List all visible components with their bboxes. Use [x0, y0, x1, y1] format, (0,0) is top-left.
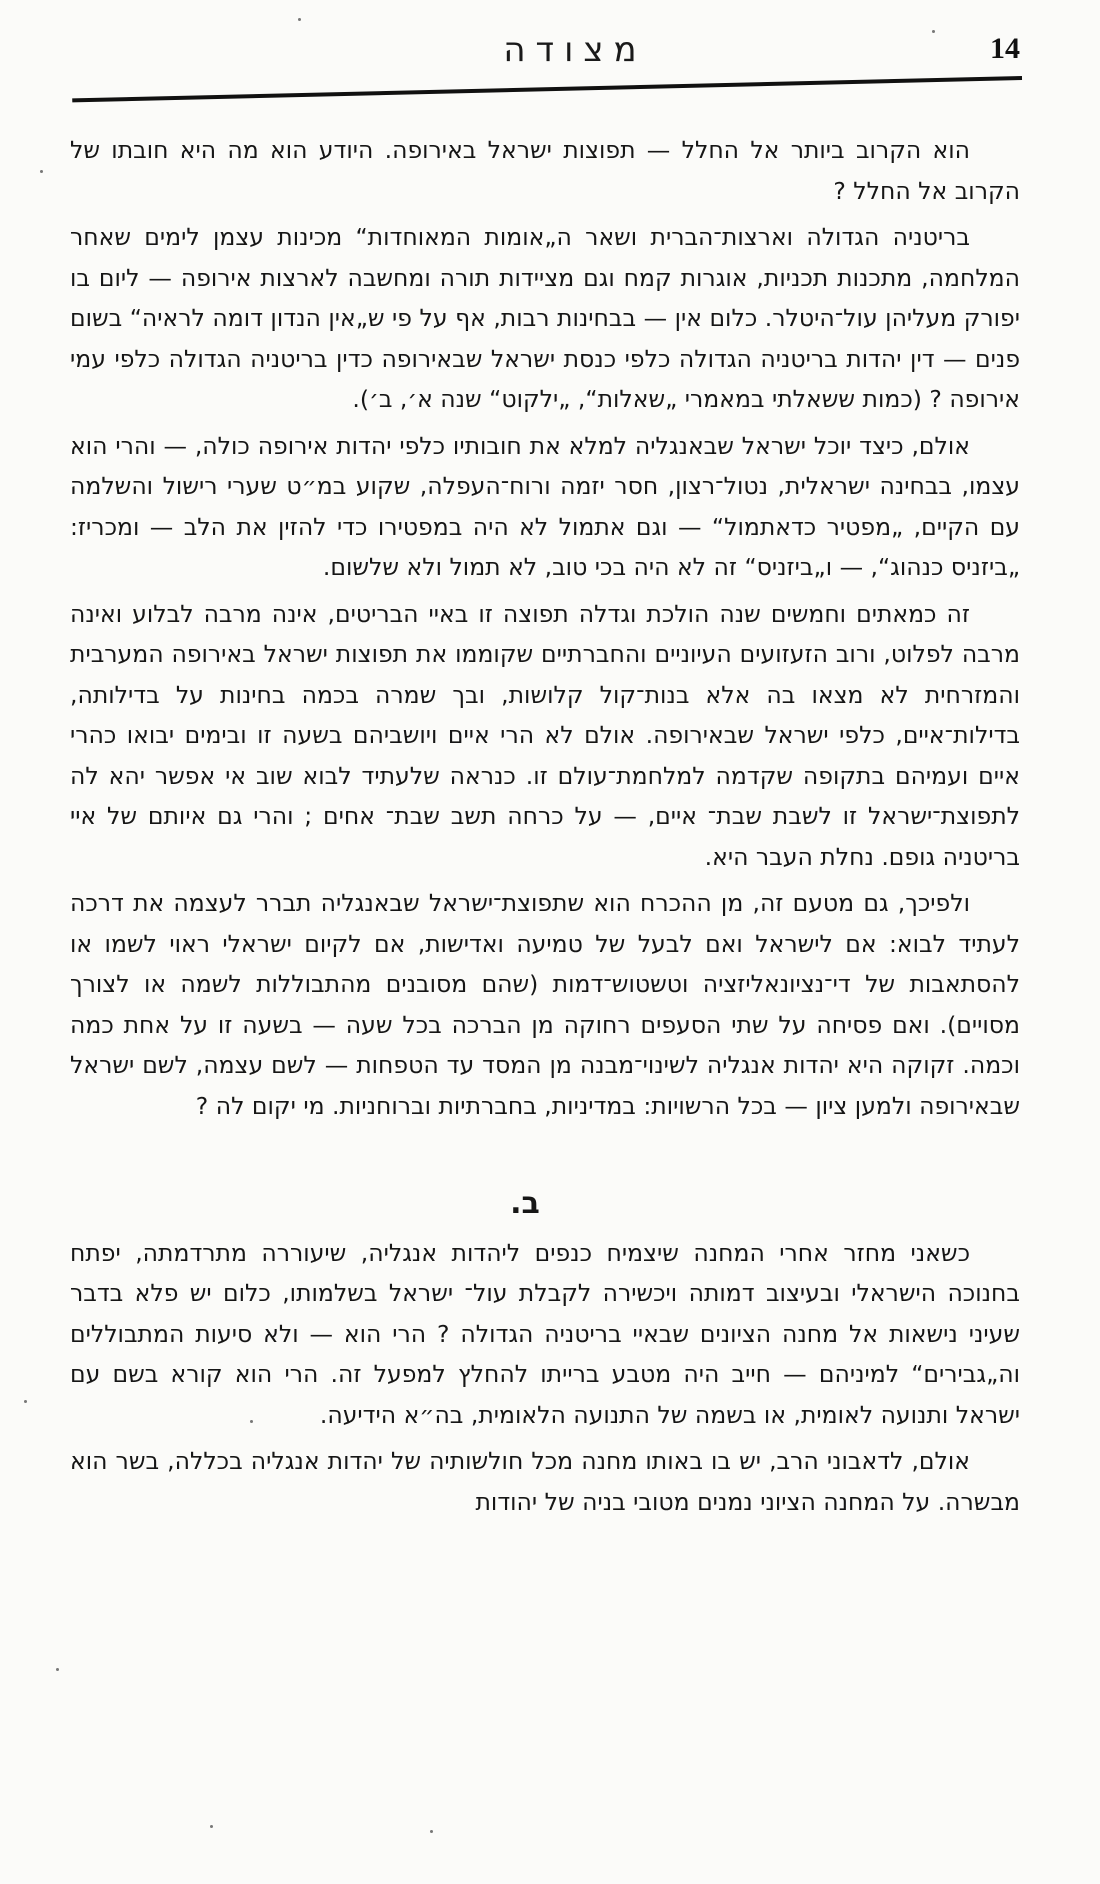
paragraph: אולם, כיצד יוכל ישראל שבאנגליה למלא את חובותיו כלפי יהדות אירופה כולה, — והרי הוא עצמו, בבחינה ישראלית, נטול־רצון, חסר יזמה ורוח־העפלה, שקוע במ״ט שערי רישול והשלמה עם הקיים, „מפטיר כדאתמול“ — וגם אתמול לא היה במפטירו כדי להזין את הלב — ומכריז: „ביזניס כנהוג“, — ו„ביזניס“ זה לא היה בכי טוב, לא תמול ולא שלשום.	[70, 431, 1020, 581]
running-title: מצודה	[503, 30, 647, 70]
paragraph: אולם, לדאבוני הרב, יש בו באותו מחנה מכל חולשותיה של יהדות אנגליה בכללה, בשר הוא מבשרה. על המחנה הציוני נמנים מטובי בניה של יהודות	[70, 1447, 1020, 1516]
scan-speck	[298, 18, 301, 21]
paragraph: בריטניה הגדולה וארצות־הברית ושאר ה„אומות המאוחדות“ מכינות עצמן לימים שאחר המלחמה, מתכנות תכניות, אוגרות קמח וגם מציידות תורה ומחשבה לארצות אירופה — ליום בו יפורק מעליהן עול־היטלר. כלום אין — בבחינות רבות, אף על פי ש„אין הנדון דומה לראיה“ בשום פנים — דין יהדות בריטניה הגדולה כלפי כנסת ישראל שבאירופה כדין בריטניה הגדולה כלפי עמי אירופה ? (כמות ששאלתי במאמרי „שאלות“, „ילקוט“ שנה א׳, ב׳).	[70, 223, 1020, 413]
page-number: 14	[990, 32, 1020, 65]
scan-speck	[932, 30, 935, 33]
scan-speck	[210, 1825, 213, 1828]
scan-speck	[430, 1830, 433, 1833]
scan-speck	[250, 1420, 253, 1423]
paragraph: ולפיכך, גם מטעם זה, מן ההכרח הוא שתפוצת־ישראל שבאנגליה תברר לעצמה את דרכה לעתיד לבוא: אם לישראל ואם לבעל של טמיעה ואדישות, אם לקיום ישראלי ראוי לשמו או להסתאבות של די־נציונאליזציה וטשטוש־דמות (שהם מסובנים מהתבוללות לשמה או לצורך מסויים). ואם פסיחה על שתי הסעפים רחוקה מן הברכה בכל שעה — בשעה זו על אחת כמה וכמה. זקוקה היא יהדות אנגליה לשינוי־מבנה מן המסד עד הטפחות — לשם עצמה, לשם ישראל שבאירופה ולמען ציון — בכל הרשויות: במדיניות, בחברתיות וברוחניות. מי יקום לה ?	[70, 889, 1020, 1120]
paragraph: כשאני מחזר אחרי המחנה שיצמיח כנפים ליהדות אנגליה, שיעוררה מתרדמתה, יפתח בחנוכה הישראלי ובעיצוב דמותה ויכשירה לקבלת עול־ ישראל בשלמותו, כלום יש פלא בדבר שעיני נישאות אל מחנה הציונים שבאיי בריטניה הגדולה ? הרי הוא — ולא סיעות המתבוללים וה„גבירים“ למיניהם — חייב היה מטבע ברייתו להחלץ למפעל זה. הרי הוא קורא בשם עם ישראל ותנועה לאומית, או בשמה של התנועה הלאומית, בה״א הידיעה.	[70, 1238, 1020, 1429]
paragraph: זה כמאתים וחמשים שנה הולכת וגדלה תפוצה זו באיי הבריטים, אינה מרבה לבלוע ואינה מרבה לפלוט, ורוב הזעזועים העיוניים והחברתיים שקוממו את תפוצות ישראל באירופה המערבית והמזרחית לא מצאו בה אלא בנות־קול קלושות, ובך שמרה בכמה בחינות על בדילותה, בדילות־איים, כלפי ישראל שבאירופה. אולם לא הרי איים ויושביהם בשעה זו ובימים יבואו כהרי איים ועמיהם בתקופה שקדמה למלחמת־עולם זו. כנראה שלעתיד לבוא שוב אי אפשר יהא לה לתפוצת־ישראל זו לשבת שבת־ איים, — על כרחה תשב שבת־ אחים ; והרי גם איותם של איי בריטניה גופם. נחלת העבר היא.	[70, 599, 1020, 871]
scan-speck	[56, 1668, 59, 1671]
section-heading: ב.	[510, 1186, 540, 1221]
scan-speck	[24, 1400, 27, 1403]
paragraph: הוא הקרוב ביותר אל החלל — תפוצות ישראל באירופה. היודע הוא מה היא חובתו של הקרוב אל החלל ?	[70, 136, 1020, 205]
article-body	[70, 130, 1020, 1528]
scan-speck	[40, 170, 43, 173]
